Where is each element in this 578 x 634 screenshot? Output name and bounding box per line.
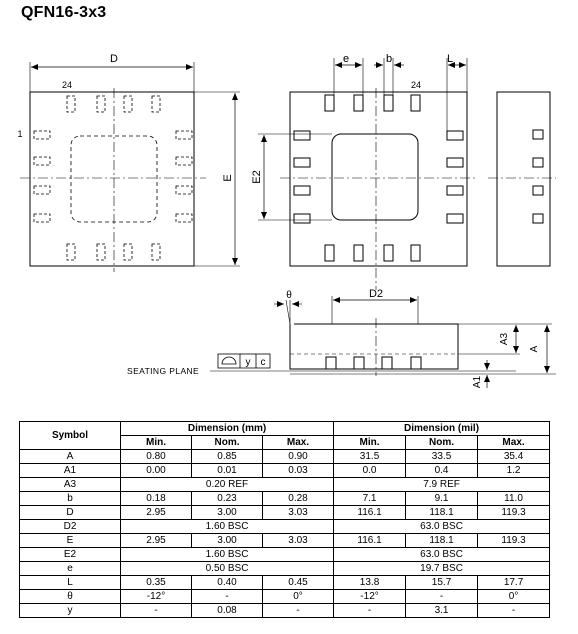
top-view: [17, 53, 240, 272]
table-cell: 0.85: [192, 450, 263, 464]
table-cell: 7.9 REF: [334, 478, 550, 492]
table-cell: 3.00: [192, 534, 263, 548]
table-cell: 118.1: [406, 534, 478, 548]
table-cell: 0.4: [406, 464, 478, 478]
table-cell: 7.1: [334, 492, 406, 506]
symbol-header: Symbol: [20, 422, 121, 450]
dim-L-label: L: [446, 53, 454, 65]
sub-header: Nom.: [192, 436, 263, 450]
symbol-cell: e: [20, 562, 121, 576]
sub-header: Min.: [121, 436, 192, 450]
symbol-cell: A1: [20, 464, 121, 478]
symbol-cell: b: [20, 492, 121, 506]
datum-y-label: y: [245, 357, 251, 368]
table-cell: -: [406, 590, 478, 604]
table-cell: 17.7: [478, 576, 550, 590]
symbol-cell: E2: [20, 548, 121, 562]
sub-header: Max.: [478, 436, 550, 450]
table-cell: 0.01: [192, 464, 263, 478]
bottom-view-exposed-pad: [332, 134, 418, 220]
symbol-cell: A: [20, 450, 121, 464]
table-cell: 33.5: [406, 450, 478, 464]
table-cell: 0.18: [121, 492, 192, 506]
dim-D2-label: D2: [368, 288, 384, 300]
dim-theta-label: θ: [286, 290, 292, 301]
table-cell: 3.1: [406, 604, 478, 618]
bottom-view-body: [290, 92, 467, 266]
table-cell: 3.00: [192, 506, 263, 520]
dim-D-label: D: [110, 53, 118, 65]
table-cell: 0.50 BSC: [121, 562, 334, 576]
table-cell: 9.1: [406, 492, 478, 506]
table-cell: 0°: [478, 590, 550, 604]
seating-plane-label: SEATING PLANE: [127, 366, 200, 376]
symbol-cell: E: [20, 534, 121, 548]
symbol-cell: y: [20, 604, 121, 618]
table-cell: 0.00: [121, 464, 192, 478]
table-cell: 0.45: [263, 576, 334, 590]
table-row: [20, 562, 550, 576]
table-cell: -: [263, 604, 334, 618]
table-row: [20, 478, 550, 492]
symbol-cell: L: [20, 576, 121, 590]
table-cell: 35.4: [478, 450, 550, 464]
table-cell: 0.35: [121, 576, 192, 590]
table-cell: 19.7 BSC: [334, 562, 550, 576]
table-cell: -: [121, 604, 192, 618]
flatness-symbol: [222, 357, 236, 364]
table-cell: 63.0 BSC: [334, 520, 550, 534]
table-cell: 0.40: [192, 576, 263, 590]
sub-header: Min.: [334, 436, 406, 450]
table-cell: 31.5: [334, 450, 406, 464]
top-pin24-label: 24: [61, 80, 73, 90]
table-cell: 15.7: [406, 576, 478, 590]
sub-header: Nom.: [406, 436, 478, 450]
top-pin1-label: 1: [17, 129, 23, 139]
table-cell: 119.3: [478, 506, 550, 520]
table-row: [20, 520, 550, 534]
datum-c-label: c: [260, 357, 266, 368]
symbol-cell: D2: [20, 520, 121, 534]
table-cell: -12°: [121, 590, 192, 604]
dim-A-label: A: [529, 345, 540, 353]
table-cell: 119.3: [478, 534, 550, 548]
table-cell: 0.08: [192, 604, 263, 618]
side-view-right: [488, 92, 556, 266]
dim-A1-label: A1: [472, 375, 483, 389]
table-cell: 0.28: [263, 492, 334, 506]
table-cell: 0.0: [334, 464, 406, 478]
profile-view: [127, 288, 556, 388]
table-cell: 0.23: [192, 492, 263, 506]
table-cell: 1.60 BSC: [121, 548, 334, 562]
table-cell: 0.90: [263, 450, 334, 464]
table-cell: 118.1: [406, 506, 478, 520]
table-cell: 3.03: [263, 534, 334, 548]
table-cell: 1.2: [478, 464, 550, 478]
table-cell: 11.0: [478, 492, 550, 506]
dim-e-label: e: [342, 53, 350, 65]
bottom-view: [251, 53, 478, 290]
table-cell: 0.03: [263, 464, 334, 478]
package-title: QFN16-3x3: [21, 4, 107, 21]
table-cell: 0.20 REF: [121, 478, 334, 492]
table-row: [20, 464, 550, 478]
dim-b-label: b: [385, 53, 393, 65]
table-cell: -: [192, 590, 263, 604]
table-row: [20, 604, 550, 618]
table-row: [20, 548, 550, 562]
table-cell: 0.80: [121, 450, 192, 464]
mm-header: Dimension (mm): [121, 422, 334, 436]
dim-E-label: E: [222, 174, 234, 182]
table-cell: 116.1: [334, 506, 406, 520]
table-row: [20, 576, 550, 590]
dim-E2-label: E2: [251, 170, 263, 184]
top-view-body: [30, 92, 194, 266]
table-cell: 2.95: [121, 506, 192, 520]
table-row: [20, 534, 550, 548]
dimension-table: [19, 421, 550, 618]
symbol-cell: A3: [20, 478, 121, 492]
sub-header: Max.: [263, 436, 334, 450]
table-cell: 63.0 BSC: [334, 548, 550, 562]
table-row: [20, 450, 550, 464]
table-cell: 0°: [263, 590, 334, 604]
table-cell: -12°: [334, 590, 406, 604]
symbol-cell: θ: [20, 590, 121, 604]
side-view-body: [497, 92, 550, 266]
dim-A3-label: A3: [499, 332, 510, 346]
table-row: [20, 506, 550, 520]
table-cell: 13.8: [334, 576, 406, 590]
symbol-cell: D: [20, 506, 121, 520]
table-cell: 2.95: [121, 534, 192, 548]
table-row: [20, 492, 550, 506]
table-cell: -: [334, 604, 406, 618]
table-row: [20, 590, 550, 604]
mil-header: Dimension (mil): [334, 422, 550, 436]
table-cell: 1.60 BSC: [121, 520, 334, 534]
bottom-pin24-label: 24: [410, 80, 422, 90]
table-cell: 116.1: [334, 534, 406, 548]
table-cell: 3.03: [263, 506, 334, 520]
table-cell: -: [478, 604, 550, 618]
